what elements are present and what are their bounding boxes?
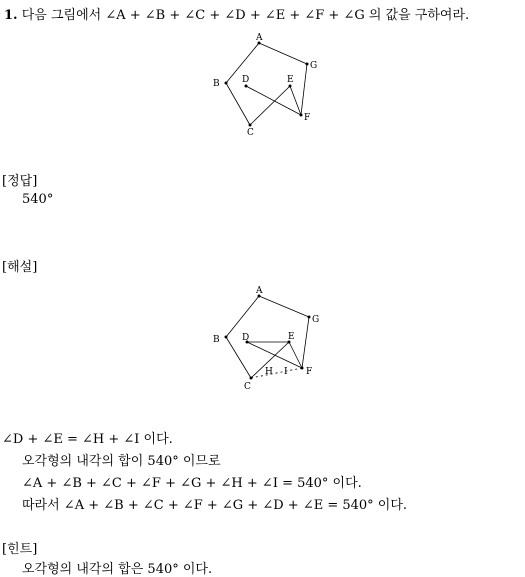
figure-2 (0, 280, 525, 400)
figure2-label-b: B (213, 335, 220, 345)
solution-heading: [해설] (2, 260, 38, 275)
solution-line-3: ∠A + ∠B + ∠C + ∠F + ∠G + ∠H + ∠I = 540° 이다. (22, 476, 362, 491)
question-text: 다음 그림에서 ∠A + ∠B + ∠C + ∠D + ∠E + ∠F + ∠G 의 값을 구하여라. (21, 8, 470, 23)
hint-text: 오각형의 내각의 합은 540° 이다. (22, 562, 213, 577)
answer-value: 540° (22, 192, 54, 207)
figure2-label-a: A (256, 286, 263, 296)
figure2-label-i: I (284, 367, 288, 377)
figure1-label-a: A (256, 33, 263, 43)
solution-line-1: ∠D + ∠E = ∠H + ∠I 이다. (2, 432, 173, 447)
answer-heading: [정답] (2, 174, 38, 189)
figure2-label-d: D (242, 333, 250, 343)
figure-1 (0, 0, 525, 160)
figure1-label-b: B (213, 79, 220, 89)
figure1-label-f: F (304, 113, 311, 123)
figure2-label-h: H (265, 367, 273, 377)
figure2-label-f: F (306, 367, 313, 377)
figure1-label-d: D (242, 75, 250, 85)
solution-line-4: 따라서 ∠A + ∠B + ∠C + ∠F + ∠G + ∠D + ∠E = 540° 이다. (22, 498, 408, 513)
figure2-label-e: E (288, 332, 295, 342)
hint-heading: [힌트] (2, 542, 38, 557)
figure2-label-c: C (244, 382, 251, 392)
figure1-label-c: C (247, 128, 254, 138)
question-number: 1. (4, 8, 18, 23)
figure1-label-e: E (287, 75, 294, 85)
figure2-label-g: G (312, 315, 320, 325)
solution-line-2: 오각형의 내각의 합이 540° 이므로 (22, 454, 221, 469)
figure1-label-g: G (310, 61, 318, 71)
